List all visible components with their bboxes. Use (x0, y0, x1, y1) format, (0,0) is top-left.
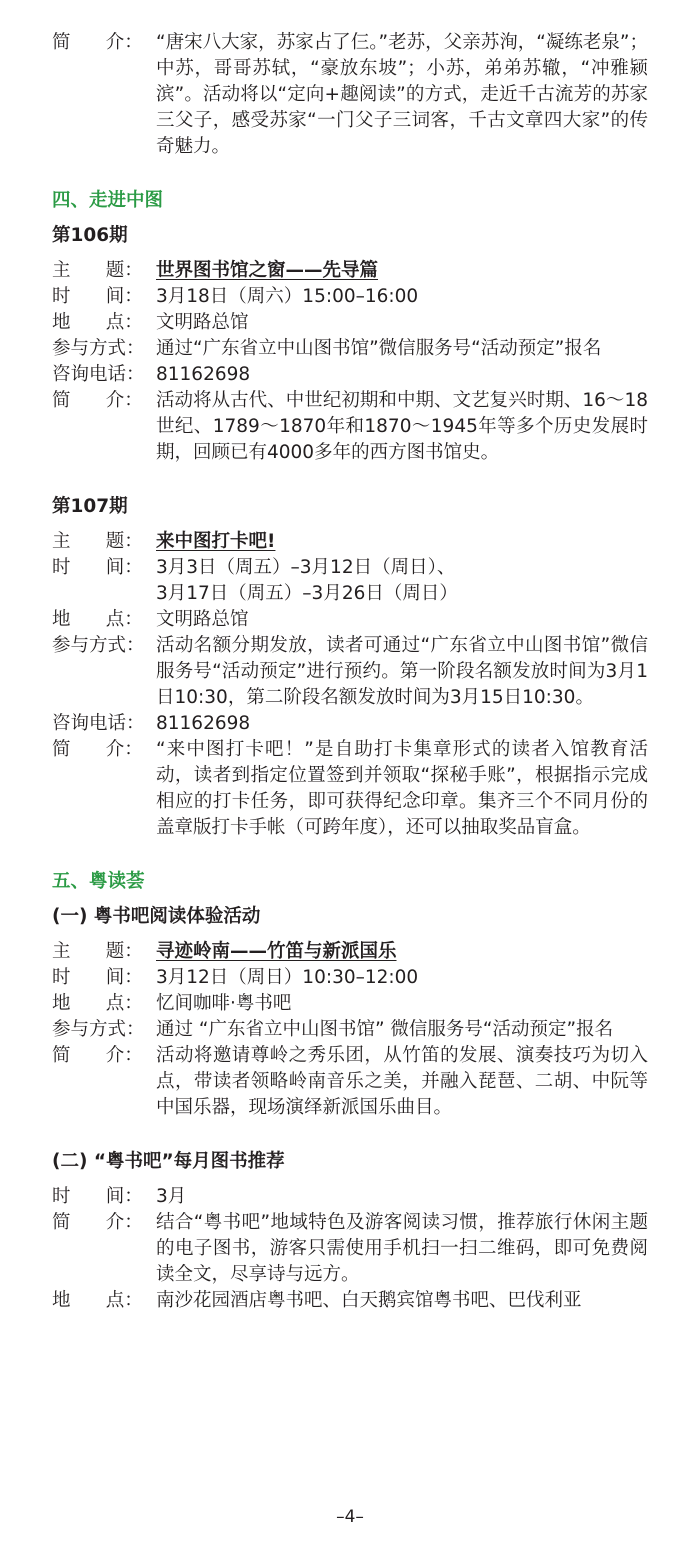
sub1-theme-row (52, 939, 648, 965)
intro-label: 简 介： (52, 739, 143, 760)
sub2-heading: (二) “粤书吧”每月图书推荐 (52, 1151, 285, 1172)
issue-106-join: 通过“广东省立中山图书馆”微信服务号“活动预定”报名 (156, 338, 602, 359)
phone-label: 咨询电话： (52, 713, 145, 734)
page-number: –4– (336, 1507, 364, 1527)
time-label: 时 间： (52, 557, 143, 578)
place-label: 地 点： (52, 993, 143, 1014)
sub1-place: 忆间咖啡·粤书吧 (156, 993, 292, 1014)
sub1-join: 通过 “广东省立中山图书馆” 微信服务号“活动预定”报名 (156, 1019, 614, 1040)
issue-106-theme: 世界图书馆之窗——先导篇 (156, 260, 379, 281)
sub2-time: 3月 (156, 1186, 187, 1207)
intro-label: 简 介： (52, 1045, 143, 1066)
issue-107-time-line1: 3月3日（周五）–3月12日（周日）、 (156, 557, 456, 578)
issue-106-place: 文明路总馆 (156, 312, 249, 333)
issue-106-intro: 活动将从古代、中世纪初期和中期、文艺复兴时期、16～18世纪、1789～1870年和1870～1945年等多个历史发展时期，回顾已有4000多年的西方图书馆史。 (156, 390, 648, 463)
issue-106-time: 3月18日（周六）15:00–16:00 (156, 286, 419, 307)
theme-label: 主 题： (52, 941, 143, 962)
place-label: 地 点： (52, 312, 143, 333)
issue-107-time-row (52, 555, 648, 607)
sub1-place-row (52, 991, 648, 1017)
intro-label: 简 介： (52, 1212, 143, 1233)
issue-107-join: 活动名额分期发放，读者可通过“广东省立中山图书馆”微信服务号“活动预定”进行预约。第一阶段名额发放时间为3月1日10:30，第二阶段名额发放时间为3月15日10:30。 (156, 635, 648, 708)
sub1-theme: 寻迹岭南——竹笛与新派国乐 (156, 941, 397, 962)
issue-106-phone-row (52, 362, 648, 388)
sub1-intro-row (52, 1043, 648, 1121)
sub1-time-row (52, 965, 648, 991)
section-heading-yuedu: 五、粤读荟 (52, 871, 145, 892)
issue-107-phone: 81162698 (156, 713, 251, 734)
issue-107-heading: 第107期 (52, 496, 128, 517)
issue-107-time-line2: 3月17日（周五）–3月26日（周日） (156, 583, 458, 604)
issue-106-join-row (52, 336, 648, 362)
issue-106-heading: 第106期 (52, 225, 128, 246)
intro-row (52, 30, 648, 160)
intro-label: 简 介： (52, 390, 143, 411)
issue-107-intro: “来中图打卡吧！”是自助打卡集章形式的读者入馆教育活动，读者到指定位置签到并领取“探秘手账”，根据指示完成相应的打卡任务，即可获得纪念印章。集齐三个不同月份的盖章版打卡手帐（可跨年度），还可以抽取奖品盲盒。 (156, 739, 648, 838)
place-label: 地 点： (52, 609, 143, 630)
intro-text: “唐宋八大家，苏家占了仨。”老苏，父亲苏洵，“凝练老泉”；中苏，哥哥苏轼，“豪放东坡”；小苏，弟弟苏辙，“冲雅颍滨”。活动将以“定向+趣阅读”的方式，走近千古流芳的苏家三父子，感受苏家“一门父子三词客，千古文章四大家”的传奇魅力。 (156, 32, 648, 157)
issue-107-place-row (52, 607, 648, 633)
issue-106-time-row (52, 284, 648, 310)
join-label: 参与方式： (52, 338, 145, 359)
section-heading-zoujin: 四、走进中图 (52, 190, 164, 211)
sub2-place-row (52, 1288, 648, 1314)
issue-107-place: 文明路总馆 (156, 609, 249, 630)
join-label: 参与方式： (52, 635, 145, 656)
sub2-time-row (52, 1184, 648, 1210)
sub1-join-row (52, 1017, 648, 1043)
sub2-intro: 结合“粤书吧”地域特色及游客阅读习惯，推荐旅行休闲主题的电子图书，游客只需使用手机扫一扫二维码，即可免费阅读全文，尽享诗与远方。 (156, 1212, 648, 1285)
issue-107-intro-row (52, 737, 648, 841)
issue-107-theme-row (52, 529, 648, 555)
time-label: 时 间： (52, 967, 143, 988)
issue-107-join-row (52, 633, 648, 711)
intro-label: 简 介： (52, 32, 143, 53)
theme-label: 主 题： (52, 531, 143, 552)
issue-106-intro-row (52, 388, 648, 466)
issue-106-phone: 81162698 (156, 364, 251, 385)
issue-106-theme-row (52, 258, 648, 284)
theme-label: 主 题： (52, 260, 143, 281)
sub2-intro-row (52, 1210, 648, 1288)
sub1-time: 3月12日（周日）10:30–12:00 (156, 967, 419, 988)
sub2-place: 南沙花园酒店粤书吧、白天鹅宾馆粤书吧、巴伐利亚 (156, 1290, 582, 1311)
issue-107-theme: 来中图打卡吧! (156, 531, 276, 552)
phone-label: 咨询电话： (52, 364, 145, 385)
sub1-intro: 活动将邀请尊岭之秀乐团，从竹笛的发展、演奏技巧为切入点，带读者领略岭南音乐之美，并融入琵琶、二胡、中阮等中国乐器，现场演绎新派国乐曲目。 (156, 1045, 648, 1118)
issue-107-phone-row (52, 711, 648, 737)
issue-107-time (156, 555, 648, 607)
sub1-heading: (一) 粤书吧阅读体验活动 (52, 906, 261, 927)
time-label: 时 间： (52, 286, 143, 307)
issue-106-place-row (52, 310, 648, 336)
time-label: 时 间： (52, 1186, 143, 1207)
place-label: 地 点： (52, 1290, 143, 1311)
join-label: 参与方式： (52, 1019, 145, 1040)
